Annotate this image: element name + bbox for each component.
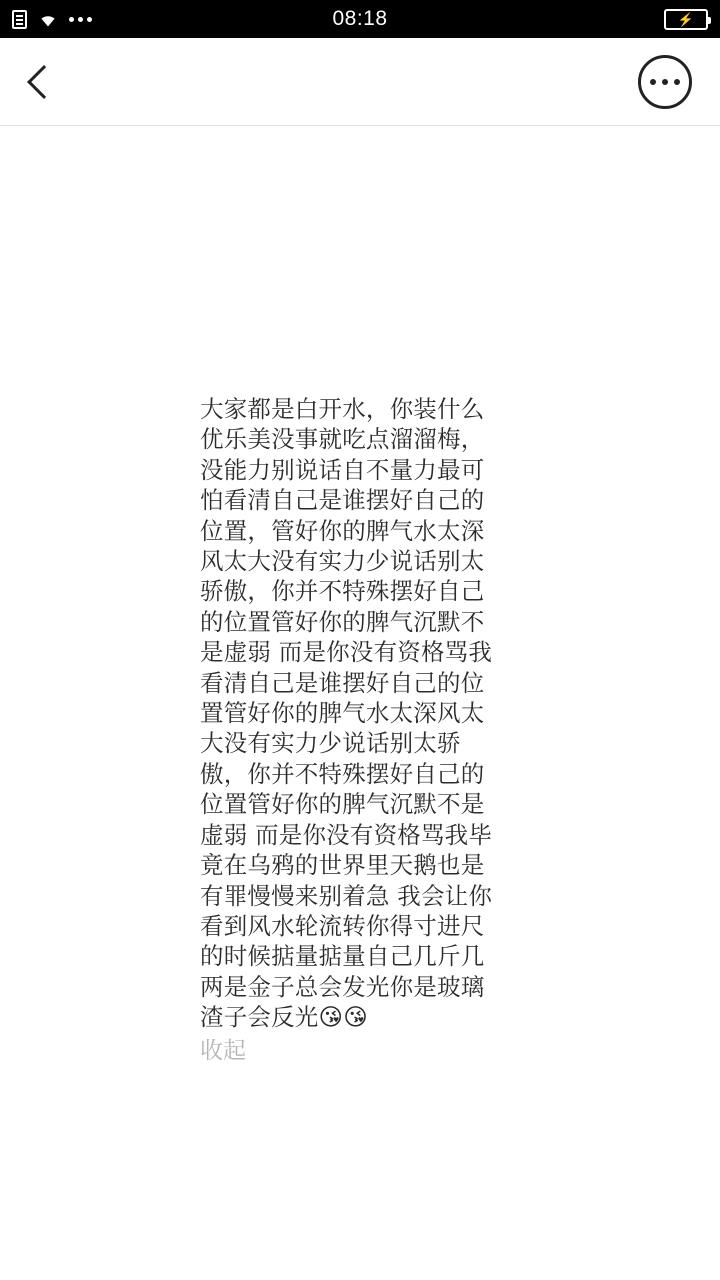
collapse-toggle[interactable]: 收起	[200, 1036, 246, 1063]
status-bar	[0, 0, 720, 38]
back-chevron-icon	[28, 63, 50, 101]
navigation-bar	[0, 38, 720, 126]
more-dot-3-icon	[674, 79, 680, 85]
more-options-button[interactable]	[638, 55, 692, 109]
post-text-main: 大家都是白开水，你装什么优乐美没事就吃点溜溜梅，没能力别说话自不量力最可怕看清自己是谁摆好自己的位置，管好你的脾气水太深风太大没有实力少说话别太骄傲，你并不特殊摆好自己的位置管好你的脾气沉默不是虚弱 而是你没有资格骂我看清自己是谁摆好自己的位置管好你的脾气水太深风太大没有实力少说话别太骄傲，你并不特殊摆好自己的位置管好你的脾气沉默不是虚弱 而是你没有资格骂我毕竟在乌鸦的世界里天鹅也是有罪慢慢来别着急 我会让你看到风水轮流转你得寸进尺的时候掂量掂量自己几斤几两是金子总会发光你是玻璃渣子会反光	[200, 395, 493, 1032]
post-emoji: 😘😘	[318, 1003, 368, 1032]
more-dot-2-icon	[662, 79, 668, 85]
battery-bolt-glyph: ⚡	[677, 11, 695, 27]
status-bar-right	[664, 9, 708, 30]
back-button[interactable]	[28, 58, 72, 106]
wifi-icon	[36, 10, 60, 28]
status-bar-left	[12, 10, 92, 29]
sim-card-icon	[12, 10, 27, 29]
ellipsis-icon	[69, 17, 92, 22]
post-body	[200, 394, 502, 1065]
battery-charging-icon	[664, 9, 708, 30]
status-bar-clock: 08:18	[332, 7, 388, 30]
post-text	[200, 394, 502, 1033]
more-dot-1-icon	[650, 79, 656, 85]
post-content-area	[0, 126, 720, 1279]
